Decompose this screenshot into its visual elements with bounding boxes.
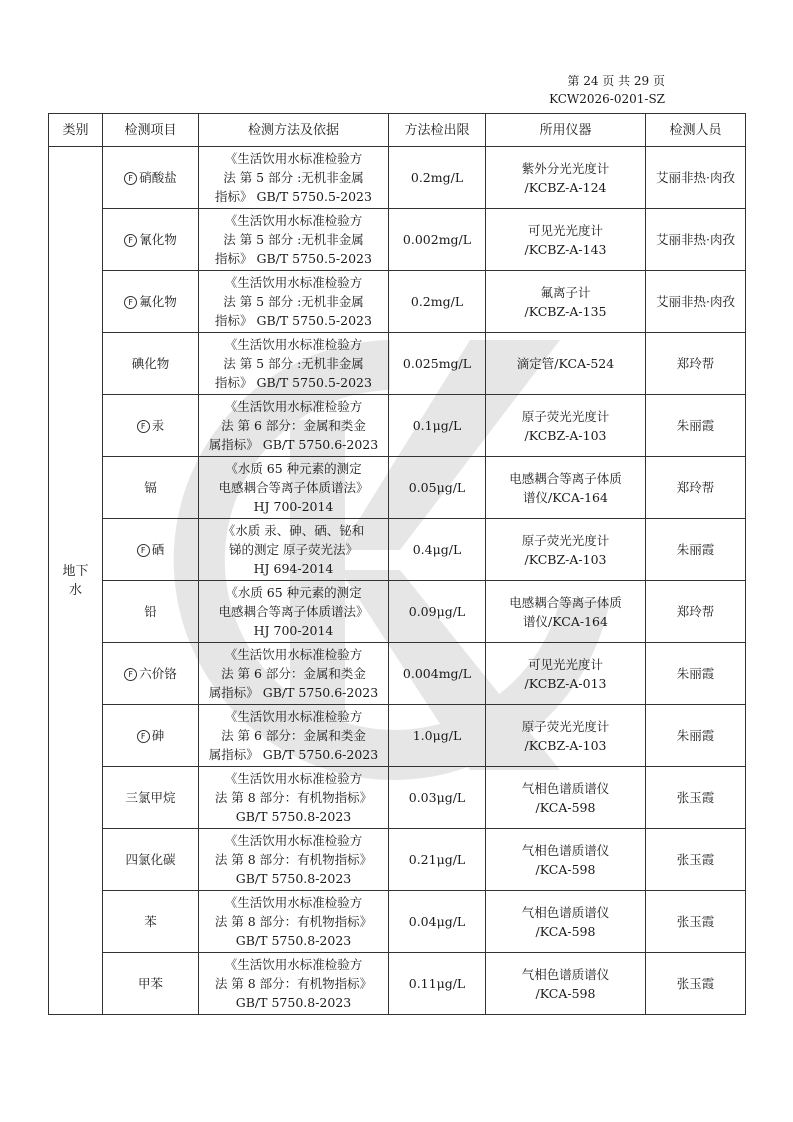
item-name: 硝酸盐 — [139, 170, 177, 185]
item-name: 四氯化碳 — [125, 852, 176, 867]
accredited-mark-icon: F — [124, 172, 137, 185]
item-cell — [103, 953, 199, 1015]
limit-cell: 0.025mg/L — [389, 333, 486, 395]
accredited-mark-icon: F — [124, 296, 137, 309]
method-cell: 《生活饮用水标准检验方 法 第 8 部分：有机物指标》 GB/T 5750.8-2023 — [199, 767, 389, 829]
table-row — [49, 891, 746, 953]
limit-cell: 0.2mg/L — [389, 271, 486, 333]
table-row — [49, 829, 746, 891]
table-row — [49, 457, 746, 519]
instrument-cell: 电感耦合等离子体质 谱仪/KCA-164 — [486, 581, 646, 643]
item-cell — [103, 209, 199, 271]
item-cell — [103, 581, 199, 643]
table-row — [49, 705, 746, 767]
report-code: KCW2026-0201-SZ — [549, 92, 665, 106]
method-cell: 《生活饮用水标准检验方 法 第 5 部分 :无机非金属 指标》 GB/T 5750.5-2023 — [199, 271, 389, 333]
person-cell: 张玉霞 — [646, 829, 746, 891]
limit-cell: 0.09μg/L — [389, 581, 486, 643]
item-name: 苯 — [144, 914, 157, 929]
limit-cell: 0.4μg/L — [389, 519, 486, 581]
table-row — [49, 581, 746, 643]
table-row — [49, 395, 746, 457]
item-name: 汞 — [151, 418, 165, 433]
item-name: 镉 — [144, 480, 157, 495]
accredited-mark-icon: F — [124, 234, 137, 247]
method-cell: 《水质 65 种元素的测定 电感耦合等离子体质谱法》 HJ 700-2014 — [199, 581, 389, 643]
table-row — [49, 209, 746, 271]
instrument-cell: 气相色谱质谱仪 /KCA-598 — [486, 829, 646, 891]
instrument-cell: 气相色谱质谱仪 /KCA-598 — [486, 891, 646, 953]
instrument-cell: 电感耦合等离子体质 谱仪/KCA-164 — [486, 457, 646, 519]
page-number: 第 24 页 共 29 页 — [567, 74, 665, 88]
person-cell: 张玉霞 — [646, 953, 746, 1015]
instrument-cell: 原子荧光光度计 /KCBZ-A-103 — [486, 395, 646, 457]
table-row — [49, 643, 746, 705]
column-header-person: 检测人员 — [646, 114, 746, 147]
item-cell — [103, 767, 199, 829]
person-cell: 郑玲帮 — [646, 581, 746, 643]
person-cell: 朱丽霞 — [646, 705, 746, 767]
limit-cell: 0.004mg/L — [389, 643, 486, 705]
method-cell: 《生活饮用水标准检验方 法 第 5 部分 :无机非金属 指标》 GB/T 5750.5-2023 — [199, 209, 389, 271]
item-name: 碘化物 — [131, 356, 170, 371]
item-name: 六价铬 — [139, 666, 177, 681]
limit-cell: 0.04μg/L — [389, 891, 486, 953]
instrument-cell: 滴定管/KCA-524 — [486, 333, 646, 395]
limit-cell: 0.03μg/L — [389, 767, 486, 829]
person-cell: 艾丽非热·肉孜 — [646, 271, 746, 333]
instrument-cell: 气相色谱质谱仪 /KCA-598 — [486, 767, 646, 829]
method-cell: 《水质 65 种元素的测定 电感耦合等离子体质谱法》 HJ 700-2014 — [199, 457, 389, 519]
instrument-cell: 紫外分光光度计 /KCBZ-A-124 — [486, 147, 646, 209]
person-cell: 郑玲帮 — [646, 457, 746, 519]
accredited-mark-icon: F — [137, 420, 150, 433]
method-cell: 《生活饮用水标准检验方 法 第 6 部分：金属和类金 属指标》 GB/T 5750.6-2023 — [199, 643, 389, 705]
accredited-mark-icon: F — [137, 544, 150, 557]
item-cell — [103, 395, 199, 457]
limit-cell: 0.21μg/L — [389, 829, 486, 891]
table-row — [49, 953, 746, 1015]
person-cell: 艾丽非热·肉孜 — [646, 209, 746, 271]
method-cell: 《生活饮用水标准检验方 法 第 5 部分 :无机非金属 指标》 GB/T 5750.5-2023 — [199, 333, 389, 395]
item-name: 氰化物 — [139, 232, 177, 247]
method-cell: 《生活饮用水标准检验方 法 第 6 部分：金属和类金 属指标》 GB/T 5750.6-2023 — [199, 395, 389, 457]
limit-cell: 1.0μg/L — [389, 705, 486, 767]
category-cell: 地下 水 — [49, 147, 103, 1015]
method-cell: 《生活饮用水标准检验方 法 第 5 部分 :无机非金属 指标》 GB/T 5750.5-2023 — [199, 147, 389, 209]
item-name: 三氯甲烷 — [125, 790, 176, 805]
person-cell: 张玉霞 — [646, 767, 746, 829]
item-name: 铅 — [144, 604, 157, 619]
column-header-category: 类别 — [49, 114, 103, 147]
method-cell: 《生活饮用水标准检验方 法 第 8 部分：有机物指标》 GB/T 5750.8-2023 — [199, 891, 389, 953]
item-name: 氟化物 — [139, 294, 177, 309]
instrument-cell: 气相色谱质谱仪 /KCA-598 — [486, 953, 646, 1015]
item-name: 硒 — [151, 542, 165, 557]
table-row — [49, 271, 746, 333]
accredited-mark-icon: F — [124, 668, 137, 681]
column-header-method: 检测方法及依据 — [199, 114, 389, 147]
limit-cell: 0.2mg/L — [389, 147, 486, 209]
item-cell — [103, 271, 199, 333]
person-cell: 郑玲帮 — [646, 333, 746, 395]
item-cell — [103, 333, 199, 395]
item-cell — [103, 457, 199, 519]
accredited-mark-icon: F — [137, 730, 150, 743]
column-header-instrument: 所用仪器 — [486, 114, 646, 147]
item-name: 甲苯 — [137, 976, 163, 991]
test-methods-table — [48, 113, 746, 1015]
method-cell: 《生活饮用水标准检验方 法 第 8 部分：有机物指标》 GB/T 5750.8-2023 — [199, 829, 389, 891]
person-cell: 朱丽霞 — [646, 395, 746, 457]
item-name: 砷 — [151, 728, 165, 743]
item-cell — [103, 891, 199, 953]
instrument-cell: 原子荧光光度计 /KCBZ-A-103 — [486, 519, 646, 581]
item-cell — [103, 705, 199, 767]
method-cell: 《生活饮用水标准检验方 法 第 6 部分：金属和类金 属指标》 GB/T 5750.6-2023 — [199, 705, 389, 767]
person-cell: 张玉霞 — [646, 891, 746, 953]
item-cell — [103, 147, 199, 209]
column-header-item: 检测项目 — [103, 114, 199, 147]
table-row — [49, 519, 746, 581]
table-row — [49, 767, 746, 829]
instrument-cell: 原子荧光光度计 /KCBZ-A-103 — [486, 705, 646, 767]
method-cell: 《水质 汞、砷、硒、铋和 锑的测定 原子荧光法》 HJ 694-2014 — [199, 519, 389, 581]
instrument-cell: 可见光光度计 /KCBZ-A-013 — [486, 643, 646, 705]
table-row — [49, 333, 746, 395]
person-cell: 朱丽霞 — [646, 643, 746, 705]
limit-cell: 0.05μg/L — [389, 457, 486, 519]
column-header-limit: 方法检出限 — [389, 114, 486, 147]
limit-cell: 0.1μg/L — [389, 395, 486, 457]
item-cell — [103, 643, 199, 705]
table-header-row — [49, 114, 746, 147]
method-cell: 《生活饮用水标准检验方 法 第 8 部分：有机物指标》 GB/T 5750.8-2023 — [199, 953, 389, 1015]
item-cell — [103, 829, 199, 891]
table-row — [49, 147, 746, 209]
limit-cell: 0.002mg/L — [389, 209, 486, 271]
instrument-cell: 氟离子计 /KCBZ-A-135 — [486, 271, 646, 333]
item-cell — [103, 519, 199, 581]
instrument-cell: 可见光光度计 /KCBZ-A-143 — [486, 209, 646, 271]
limit-cell: 0.11μg/L — [389, 953, 486, 1015]
person-cell: 艾丽非热·肉孜 — [646, 147, 746, 209]
person-cell: 朱丽霞 — [646, 519, 746, 581]
